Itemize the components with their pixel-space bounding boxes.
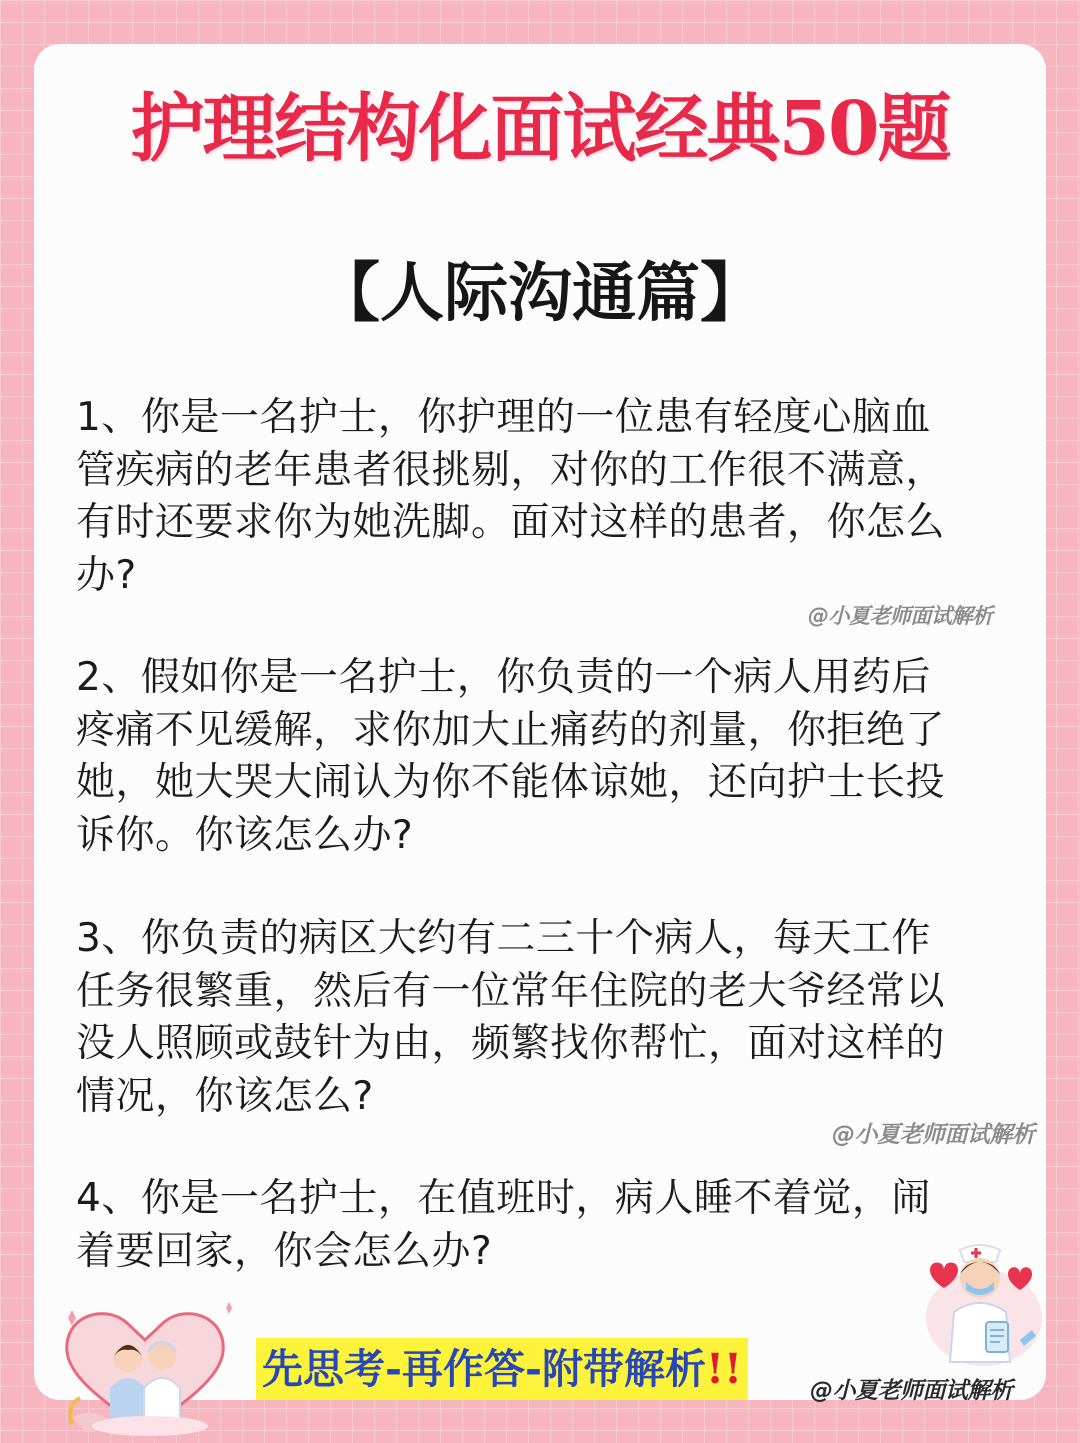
question-3	[76, 913, 1021, 1123]
section-subtitle: 【人际沟通篇】	[316, 257, 764, 331]
question-line: 3、你负责的病区大约有二三十个病人，每天工作	[76, 916, 931, 961]
question-line: 管疾病的老年患者很挑剔，对你的工作很不满意，	[76, 447, 946, 493]
watermark: @小夏老师面试解析	[808, 604, 993, 628]
question-line: 任务很繁重，然后有一位常年住院的老大爷经常以	[76, 968, 946, 1014]
cta-banner	[256, 1338, 748, 1400]
question-line: 办?	[76, 552, 137, 598]
page-title: 护理结构化面试经典50题	[130, 86, 950, 172]
question-line: 疼痛不见缓解，求你加大止痛药的剂量，你拒绝了	[76, 707, 946, 753]
question-line: 有时还要求你为她洗脚。面对这样的患者，你怎么	[76, 500, 946, 545]
question-line: 着要回家，你会怎么办?	[76, 1228, 493, 1274]
banner-text: 先思考-再作答-附带解析	[262, 1345, 707, 1393]
question-line: 诉你。你该怎么办?	[76, 812, 414, 858]
question-line: 2、假如你是一名护士，你负责的一个病人用药后	[76, 655, 931, 700]
question-line: 没人照顾或鼓针为由，频繁找你帮忙，面对这样的	[76, 1021, 946, 1066]
watermark: @小夏老师面试解析	[832, 1122, 1035, 1148]
question-1	[76, 392, 1021, 602]
watermark: @小夏老师面试解析	[810, 1378, 1013, 1404]
exclamation-marks: !!	[706, 1345, 743, 1393]
couple-heart-illustration-icon	[50, 1298, 240, 1438]
question-line: 4、你是一名护士，在值班时，病人睡不着觉，闹	[76, 1176, 931, 1221]
question-line: 她，她大哭大闹认为你不能体谅她，还向护士长投	[76, 760, 946, 805]
question-2	[76, 652, 1021, 862]
question-line: 情况，你该怎么?	[76, 1073, 374, 1119]
question-4	[76, 1173, 1021, 1278]
nurse-illustration-icon	[916, 1240, 1046, 1372]
question-line: 1、你是一名护士，你护理的一位患有轻度心脑血	[76, 395, 931, 440]
